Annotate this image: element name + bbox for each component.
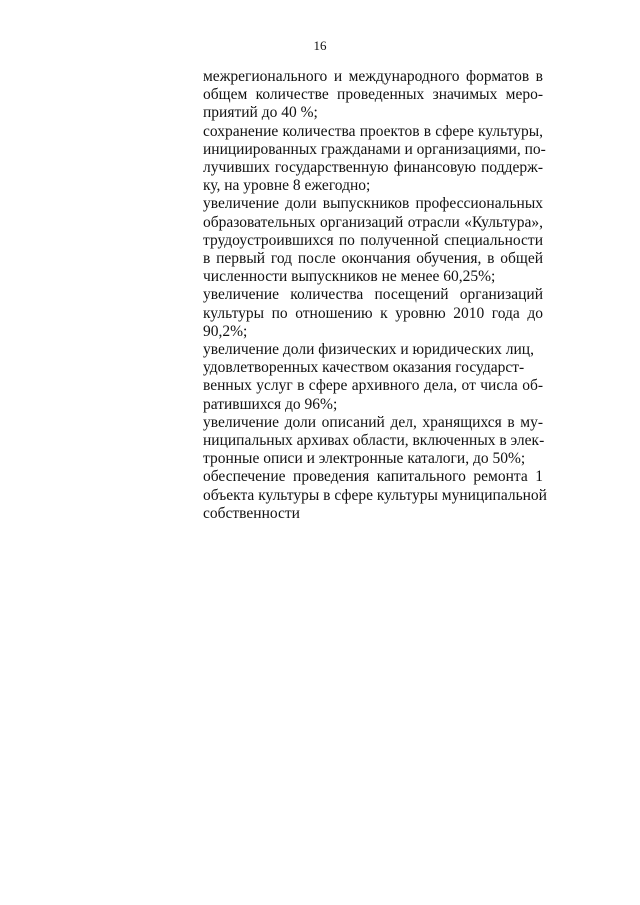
text-line: общем количестве проведенных значимых меро-: [203, 86, 543, 104]
text-line: в первый год после окончания обучения, в общей: [203, 250, 543, 268]
text-line: увеличение количества посещений организаций: [203, 286, 543, 304]
text-line: удовлетворенных качеством оказания государст-: [203, 359, 525, 377]
text-line: тронные описи и электронные каталоги, до 50%;: [203, 450, 526, 468]
text-line: образовательных организаций отрасли «Культура»,: [203, 213, 543, 231]
page-number: 16: [313, 38, 327, 53]
body-text: [203, 68, 547, 523]
text-line: численности выпускников не менее 60,25%;: [203, 268, 496, 286]
text-line: межрегионального и международного форматов в: [203, 68, 543, 85]
text-line: собственности: [203, 504, 300, 522]
text-line: инициированных гражданами и организациями, по-: [203, 140, 546, 158]
text-line: ратившихся до 96%;: [203, 395, 338, 413]
text-line: увеличение доли описаний дел, хранящихся в му-: [203, 413, 543, 431]
text-line: 90,2%;: [203, 322, 248, 340]
text-line: трудоустроившихся по полученной специальности: [203, 231, 543, 249]
text-line: объекта культуры в сфере культуры муниципальной: [203, 486, 547, 504]
text-line: культуры по отношению к уровню 2010 года до: [203, 304, 543, 322]
text-line: приятий до 40 %;: [203, 104, 318, 122]
text-line: лучивших государственную финансовую поддерж-: [203, 159, 543, 177]
text-line: увеличение доли физических и юридических лиц,: [203, 341, 534, 359]
text-line: увеличение доли выпускников профессиональных: [203, 195, 543, 213]
text-line: сохранение количества проектов в сфере культуры,: [203, 122, 543, 140]
text-line: венных услуг в сфере архивного дела, от числа об-: [203, 377, 543, 395]
text-line: ниципальных архивах области, включенных в элек-: [203, 432, 545, 450]
text-line: обеспечение проведения капитального ремонта 1: [203, 468, 543, 486]
text-line: ку, на уровне 8 ежегодно;: [203, 177, 371, 195]
